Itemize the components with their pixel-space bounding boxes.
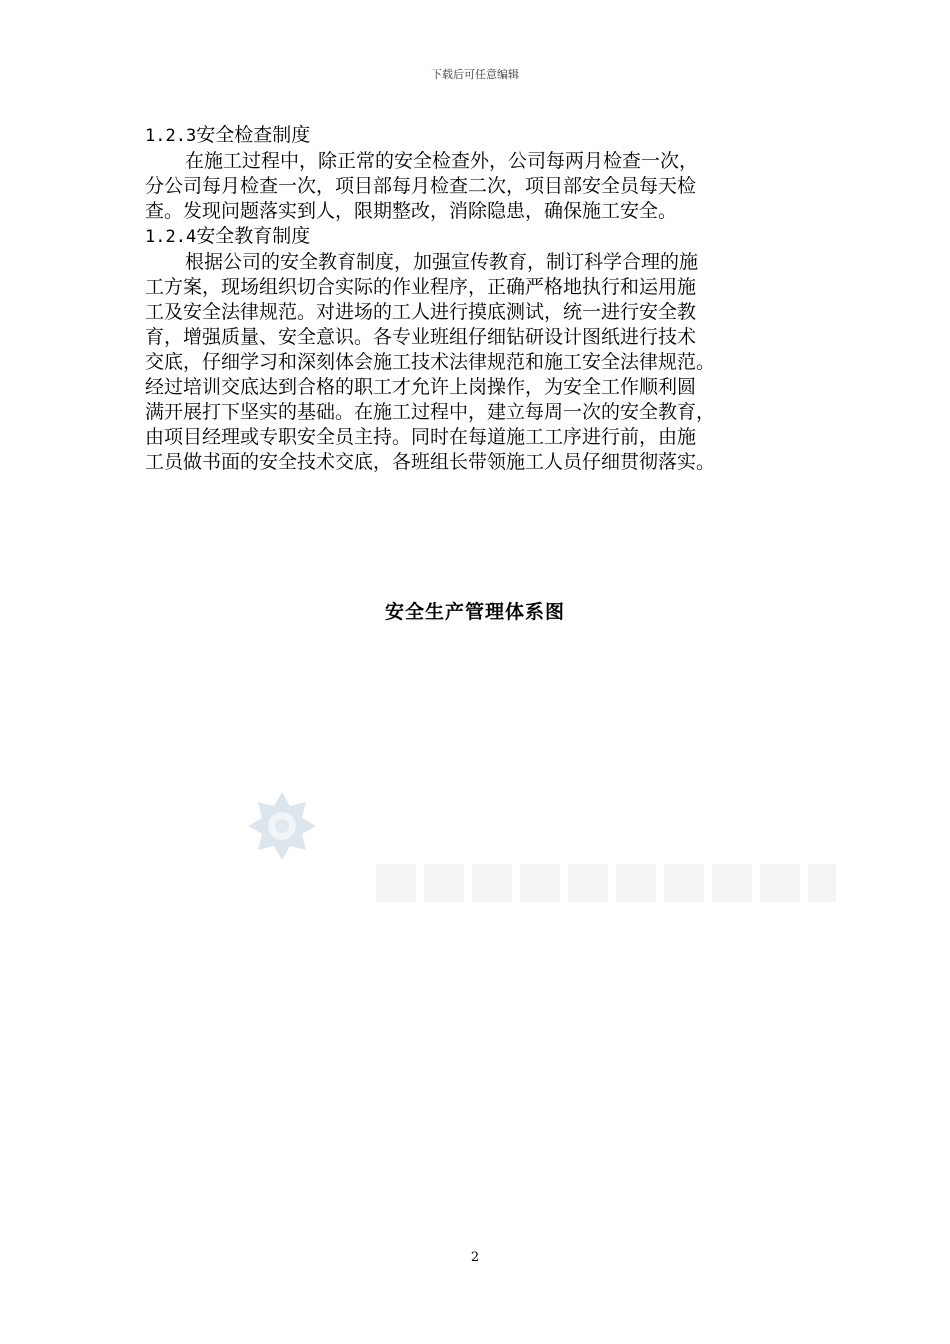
section-number: 1.2.4 (145, 227, 197, 247)
section-title: 安全检查制度 (196, 124, 311, 146)
paragraph-line: 经过培训交底达到合格的职工才允许上岗操作，为安全工作顺利圆 (145, 376, 697, 398)
section-paragraph (145, 250, 835, 475)
paragraph-line: 分公司每月检查一次，项目部每月检查二次，项目部安全员每天检 (145, 175, 697, 197)
paragraph-line: 工及安全法律规范。对进场的工人进行摸底测试，统一进行安全教 (145, 301, 697, 323)
chart-title: 安全生产管理体系图 (384, 601, 565, 623)
paragraph-line: 由项目经理或专职安全员主持。同时在每道施工工序进行前，由施 (145, 426, 697, 448)
section-safety-education (145, 224, 835, 475)
section-paragraph (145, 149, 835, 224)
section-number: 1.2.3 (145, 126, 197, 146)
paragraph-line: 在施工过程中，除正常的安全检查外，公司每两月检查一次， (185, 150, 699, 172)
paragraph-line: 工方案，现场组织切合实际的作业程序，正确严格地执行和运用施 (145, 276, 697, 298)
section-title: 安全教育制度 (196, 225, 311, 247)
watermark-text-block (376, 858, 836, 908)
section-safety-inspection (145, 123, 835, 224)
paragraph-line: 查。发现问题落实到人，限期整改，消除隐患，确保施工安全。 (145, 200, 678, 222)
paragraph-line: 育，增强质量、安全意识。各专业班组仔细钻研设计图纸进行技术 (145, 326, 697, 348)
section-heading (145, 224, 835, 250)
paragraph-line: 工员做书面的安全技术交底，各班组长带领施工人员仔细贯彻落实。 (145, 451, 716, 473)
header-note: 下载后可任意编辑 (431, 68, 519, 81)
paragraph-line: 交底，仔细学习和深刻体会施工技术法律规范和施工安全法律规范。 (145, 351, 716, 373)
paragraph-line: 根据公司的安全教育制度，加强宣传教育，制订科学合理的施 (185, 251, 699, 273)
snowflake-logo-icon (246, 790, 318, 862)
paragraph-line: 满开展打下坚实的基础。在施工过程中，建立每周一次的安全教育， (145, 401, 716, 423)
document-body (145, 123, 835, 475)
section-heading (145, 123, 835, 149)
page-number: 2 (470, 1250, 480, 1265)
